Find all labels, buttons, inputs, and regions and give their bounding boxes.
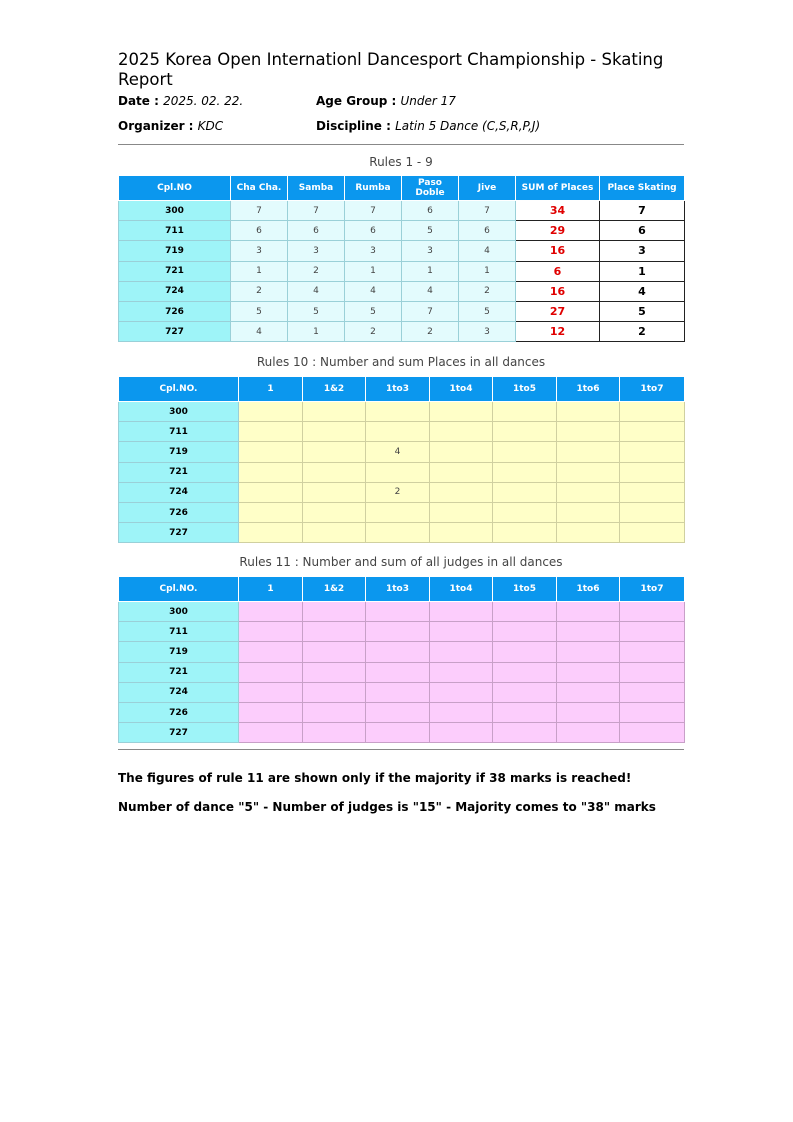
dance-place: 7 (231, 201, 288, 221)
discipline-label: Discipline : (316, 119, 396, 133)
couple-number: 300 (119, 201, 231, 221)
rule-cell (430, 682, 493, 702)
dance-place: 5 (345, 301, 402, 321)
sum-of-places: 16 (516, 281, 600, 301)
dance-place: 3 (231, 241, 288, 261)
column-header: Samba (288, 176, 345, 201)
rule-11-table (118, 576, 685, 743)
rule-cell (303, 622, 366, 642)
column-header: 1to6 (557, 577, 620, 602)
rule-cell (620, 402, 685, 422)
rule-cell (430, 482, 493, 502)
dance-place: 7 (345, 201, 402, 221)
rule-10-caption: Rules 10 : Number and sum Places in all dances (256, 355, 546, 369)
rule-cell (620, 723, 685, 743)
discipline-field (316, 119, 540, 133)
column-header: 1to7 (620, 377, 685, 402)
table-row (119, 301, 685, 321)
table-row (119, 402, 685, 422)
table-row (119, 682, 685, 702)
rule-cell (366, 682, 430, 702)
age-group-value: Under 17 (400, 94, 456, 108)
dance-place: 1 (231, 261, 288, 281)
table-row (119, 502, 685, 522)
dance-place: 2 (345, 322, 402, 342)
rule-cell (239, 642, 303, 662)
rule-cell (557, 523, 620, 543)
rule-cell (366, 622, 430, 642)
sum-of-places: 27 (516, 301, 600, 321)
rule-cell (239, 622, 303, 642)
rule-cell (557, 662, 620, 682)
rule-cell (430, 462, 493, 482)
rule-cell (620, 523, 685, 543)
couple-number: 727 (119, 322, 231, 342)
rule-cell (620, 662, 685, 682)
place-skating: 7 (600, 201, 685, 221)
couple-number: 719 (119, 642, 239, 662)
rule-cell (493, 602, 557, 622)
column-header: Cpl.NO. (119, 577, 239, 602)
table-row (119, 523, 685, 543)
sum-of-places: 12 (516, 322, 600, 342)
table-row (119, 442, 685, 462)
couple-number: 727 (119, 523, 239, 543)
rule-cell (430, 402, 493, 422)
dance-place: 1 (402, 261, 459, 281)
rule-cell (493, 682, 557, 702)
column-header: 1to4 (430, 377, 493, 402)
table-row (119, 322, 685, 342)
rule-cell (239, 462, 303, 482)
organizer-value: KDC (197, 119, 224, 133)
age-group-field (316, 94, 456, 108)
rule-cell (239, 402, 303, 422)
dance-place: 3 (459, 322, 516, 342)
rule-cell (493, 402, 557, 422)
rule-cell (239, 523, 303, 543)
couple-number: 711 (119, 221, 231, 241)
dance-place: 3 (345, 241, 402, 261)
rule-cell (557, 442, 620, 462)
rule-cell (430, 442, 493, 462)
couple-number: 726 (119, 502, 239, 522)
table-header-row (119, 377, 685, 402)
judges-note: Number of dance "5" - Number of judges is "15" - Majority comes to "38" marks (118, 800, 656, 814)
table-row (119, 723, 685, 743)
dance-place: 5 (459, 301, 516, 321)
place-skating: 6 (600, 221, 685, 241)
rule-cell (239, 702, 303, 722)
rule-cell (493, 723, 557, 743)
rule-cell (620, 642, 685, 662)
table-row (119, 261, 685, 281)
rule-cell (493, 662, 557, 682)
couple-number: 726 (119, 301, 231, 321)
rule-cell (303, 723, 366, 743)
rule-cell (239, 602, 303, 622)
table-row (119, 462, 685, 482)
column-header: 1to6 (557, 377, 620, 402)
couple-number: 300 (119, 402, 239, 422)
rule-cell (303, 682, 366, 702)
rule-cell (366, 602, 430, 622)
rule-cell (557, 602, 620, 622)
column-header: Cha Cha. (231, 176, 288, 201)
rule-11-caption: Rules 11 : Number and sum of all judges in all dances (239, 555, 563, 569)
rule-cell (303, 642, 366, 662)
sum-of-places: 29 (516, 221, 600, 241)
table-row (119, 642, 685, 662)
table-row (119, 422, 685, 442)
rule-cell (303, 502, 366, 522)
dance-place: 5 (288, 301, 345, 321)
column-header: 1to3 (366, 377, 430, 402)
dance-place: 2 (459, 281, 516, 301)
rule-cell (557, 702, 620, 722)
rule-cell (493, 502, 557, 522)
dance-place: 2 (402, 322, 459, 342)
report-title: 2025 Korea Open Internationl Dancesport Championship - Skating Report (118, 50, 664, 89)
couple-number: 711 (119, 622, 239, 642)
rule-cell (557, 402, 620, 422)
rule-cell (557, 422, 620, 442)
place-skating: 4 (600, 281, 685, 301)
dance-place: 4 (231, 322, 288, 342)
column-header: 1to3 (366, 577, 430, 602)
rule-cell (303, 482, 366, 502)
dance-place: 6 (459, 221, 516, 241)
rule-cell (366, 402, 430, 422)
rule-cell (366, 723, 430, 743)
rule-cell (430, 662, 493, 682)
rule-cell (303, 662, 366, 682)
dance-place: 4 (288, 281, 345, 301)
rule-cell (620, 462, 685, 482)
dance-place: 3 (402, 241, 459, 261)
rule-cell (239, 502, 303, 522)
rule-cell (493, 422, 557, 442)
table-header-row (119, 176, 685, 201)
rule-cell (239, 723, 303, 743)
dance-place: 7 (288, 201, 345, 221)
rule-cell (239, 482, 303, 502)
place-skating: 5 (600, 301, 685, 321)
couple-number: 719 (119, 241, 231, 261)
place-skating: 1 (600, 261, 685, 281)
footer-divider (118, 749, 684, 750)
couple-number: 726 (119, 702, 239, 722)
dance-place: 4 (402, 281, 459, 301)
rule-cell (493, 702, 557, 722)
rule-cell (557, 682, 620, 702)
column-header: Jive (459, 176, 516, 201)
rule-cell (303, 523, 366, 543)
rule-cell (430, 422, 493, 442)
rule-cell (366, 502, 430, 522)
majority-note: The figures of rule 11 are shown only if the majority if 38 marks is reached! (118, 771, 632, 785)
dance-place: 1 (288, 322, 345, 342)
rule-cell (430, 502, 493, 522)
discipline-value: Latin 5 Dance (C,S,R,P,J) (395, 119, 541, 133)
rule-cell (430, 622, 493, 642)
rule-cell (430, 523, 493, 543)
rule-cell (239, 422, 303, 442)
dance-place: 5 (402, 221, 459, 241)
rule-cell (620, 702, 685, 722)
dance-place: 5 (231, 301, 288, 321)
dance-place: 4 (459, 241, 516, 261)
table-row (119, 622, 685, 642)
column-header: 1to5 (493, 377, 557, 402)
table-row (119, 482, 685, 502)
sum-of-places: 34 (516, 201, 600, 221)
rule-cell (493, 642, 557, 662)
table-header-row (119, 577, 685, 602)
rule-cell (239, 442, 303, 462)
rule-cell (620, 442, 685, 462)
table-row (119, 702, 685, 722)
column-header: 1to5 (493, 577, 557, 602)
couple-number: 719 (119, 442, 239, 462)
rule-cell (430, 602, 493, 622)
rule-cell (366, 702, 430, 722)
table-row (119, 281, 685, 301)
dance-place: 2 (231, 281, 288, 301)
rule-cell (557, 723, 620, 743)
couple-number: 727 (119, 723, 239, 743)
column-header: Rumba (345, 176, 402, 201)
rule-cell (430, 723, 493, 743)
column-header: Cpl.NO. (119, 377, 239, 402)
dance-place: 2 (288, 261, 345, 281)
dance-place: 6 (231, 221, 288, 241)
dance-place: 6 (288, 221, 345, 241)
dance-place: 6 (402, 201, 459, 221)
rule-cell: 2 (366, 482, 430, 502)
column-header: Paso Doble (402, 176, 459, 201)
sum-of-places: 16 (516, 241, 600, 261)
couple-number: 724 (119, 482, 239, 502)
table-row (119, 662, 685, 682)
date-value: 2025. 02. 22. (163, 94, 244, 108)
rule-cell (493, 482, 557, 502)
rules-1-9-caption: Rules 1 - 9 (369, 155, 433, 169)
rule-cell (239, 662, 303, 682)
table-row (119, 602, 685, 622)
table-row (119, 241, 685, 261)
column-header: 1to7 (620, 577, 685, 602)
rule-cell (430, 702, 493, 722)
sum-of-places: 6 (516, 261, 600, 281)
rule-cell (620, 502, 685, 522)
couple-number: 721 (119, 261, 231, 281)
dance-place: 6 (345, 221, 402, 241)
rule-cell (493, 442, 557, 462)
column-header: Cpl.NO (119, 176, 231, 201)
rule-cell (366, 523, 430, 543)
couple-number: 721 (119, 662, 239, 682)
organizer-label: Organizer : (118, 119, 198, 133)
organizer-field (118, 119, 223, 133)
couple-number: 711 (119, 422, 239, 442)
rule-cell (557, 502, 620, 522)
rule-cell (366, 642, 430, 662)
rule-cell (366, 422, 430, 442)
rule-cell (620, 422, 685, 442)
column-header: SUM of Places (516, 176, 600, 201)
rule-cell (557, 482, 620, 502)
column-header: 1&2 (303, 577, 366, 602)
place-skating: 3 (600, 241, 685, 261)
couple-number: 724 (119, 281, 231, 301)
place-skating: 2 (600, 322, 685, 342)
column-header: 1 (239, 577, 303, 602)
rule-cell: 4 (366, 442, 430, 462)
rule-cell (366, 462, 430, 482)
rule-cell (303, 402, 366, 422)
dance-place: 1 (459, 261, 516, 281)
rule-cell (620, 622, 685, 642)
rule-cell (620, 682, 685, 702)
rule-cell (303, 462, 366, 482)
rule-cell (620, 482, 685, 502)
rule-cell (493, 462, 557, 482)
table-row (119, 201, 685, 221)
rule-cell (366, 662, 430, 682)
rule-cell (493, 523, 557, 543)
rule-cell (557, 642, 620, 662)
column-header: 1&2 (303, 377, 366, 402)
rule-cell (303, 422, 366, 442)
couple-number: 724 (119, 682, 239, 702)
dance-place: 3 (288, 241, 345, 261)
rule-cell (557, 462, 620, 482)
rule-cell (239, 682, 303, 702)
couple-number: 300 (119, 602, 239, 622)
dance-place: 1 (345, 261, 402, 281)
rule-cell (303, 442, 366, 462)
dance-place: 7 (402, 301, 459, 321)
dance-place: 7 (459, 201, 516, 221)
table-row (119, 221, 685, 241)
rule-cell (493, 622, 557, 642)
rules-1-9-table (118, 175, 685, 342)
rule-cell (430, 642, 493, 662)
rule-cell (620, 602, 685, 622)
couple-number: 721 (119, 462, 239, 482)
rule-cell (303, 602, 366, 622)
column-header: 1to4 (430, 577, 493, 602)
dance-place: 4 (345, 281, 402, 301)
rule-10-table (118, 376, 685, 543)
date-label: Date : (118, 94, 164, 108)
rule-cell (557, 622, 620, 642)
rule-cell (303, 702, 366, 722)
column-header: 1 (239, 377, 303, 402)
header-divider (118, 144, 684, 145)
age-group-label: Age Group : (316, 94, 401, 108)
column-header: Place Skating (600, 176, 685, 201)
date-field (118, 94, 243, 108)
